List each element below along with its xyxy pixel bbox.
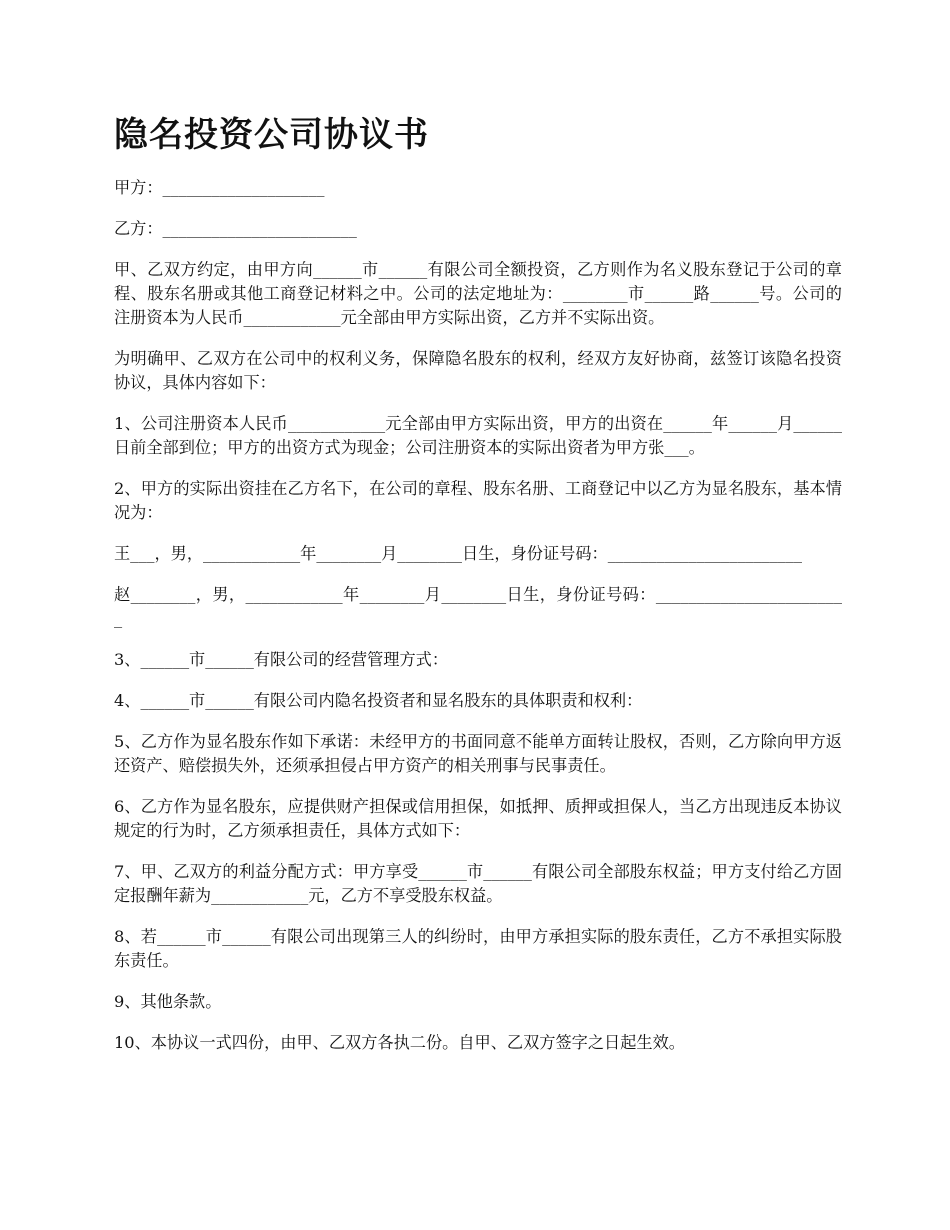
document-title: 隐名投资公司协议书 <box>114 115 429 155</box>
clause-3: 3、______市______有限公司的经营管理方式： <box>114 650 449 669</box>
party-a-line: 甲方：____________________ <box>114 178 325 197</box>
clause-5: 5、乙方作为显名股东作如下承诺：未经甲方的书面同意不能单方面转让股权，否则，乙方除向甲方返还资产、赔偿损失外，还须承担侵占甲方资产的相关刑事与民事责任。 <box>114 732 842 775</box>
clause-9: 9、其他条款。 <box>114 992 222 1011</box>
clause-4: 4、______市______有限公司内隐名投资者和显名股东的具体职责和权利： <box>114 691 643 710</box>
intro-paragraph: 甲、乙双方约定，由甲方向______市______有限公司全额投资，乙方则作为名义股东登记于公司的章程、股东名册或其他工商登记材料之中。公司的法定地址为：________市______路______号。公司的注册资本为人民币____________元全部由甲方实际出资，乙方并不实际出资。 <box>114 260 842 327</box>
clause-6: 6、乙方作为显名股东，应提供财产担保或信用担保，如抵押、质押或担保人，当乙方出现违反本协议规定的行为时，乙方须承担责任，具体方式如下： <box>114 797 842 840</box>
clause-7: 7、甲、乙双方的利益分配方式：甲方享受______市______有限公司全部股东权益；甲方支付给乙方固定报酬年薪为____________元，乙方不享受股东权益。 <box>114 862 842 905</box>
shareholder-zhao-line: 赵________，男，____________年________月________日生，身份证号码：________________________ <box>114 585 842 628</box>
party-b-line: 乙方：________________________ <box>114 219 357 238</box>
clause-10: 10、本协议一式四份，由甲、乙双方各执二份。自甲、乙双方签字之日起生效。 <box>114 1033 685 1052</box>
clause-1: 1、公司注册资本人民币____________元全部由甲方实际出资，甲方的出资在______年______月______日前全部到位；甲方的出资方式为现金；公司注册资本的实际出资者为甲方张___。 <box>114 414 842 457</box>
document-page <box>114 108 842 1072</box>
purpose-paragraph: 为明确甲、乙双方在公司中的权利义务，保障隐名股东的权利，经双方友好协商，兹签订该隐名投资协议，具体内容如下： <box>114 349 842 392</box>
clause-8: 8、若______市______有限公司出现第三人的纠纷时，由甲方承担实际的股东责任，乙方不承担实际股东责任。 <box>114 927 842 970</box>
clause-2: 2、甲方的实际出资挂在乙方名下，在公司的章程、股东名册、工商登记中以乙方为显名股东，基本情况为： <box>114 479 842 522</box>
shareholder-wang-line: 王___，男，____________年________月________日生，身份证号码：________________________ <box>114 544 802 563</box>
